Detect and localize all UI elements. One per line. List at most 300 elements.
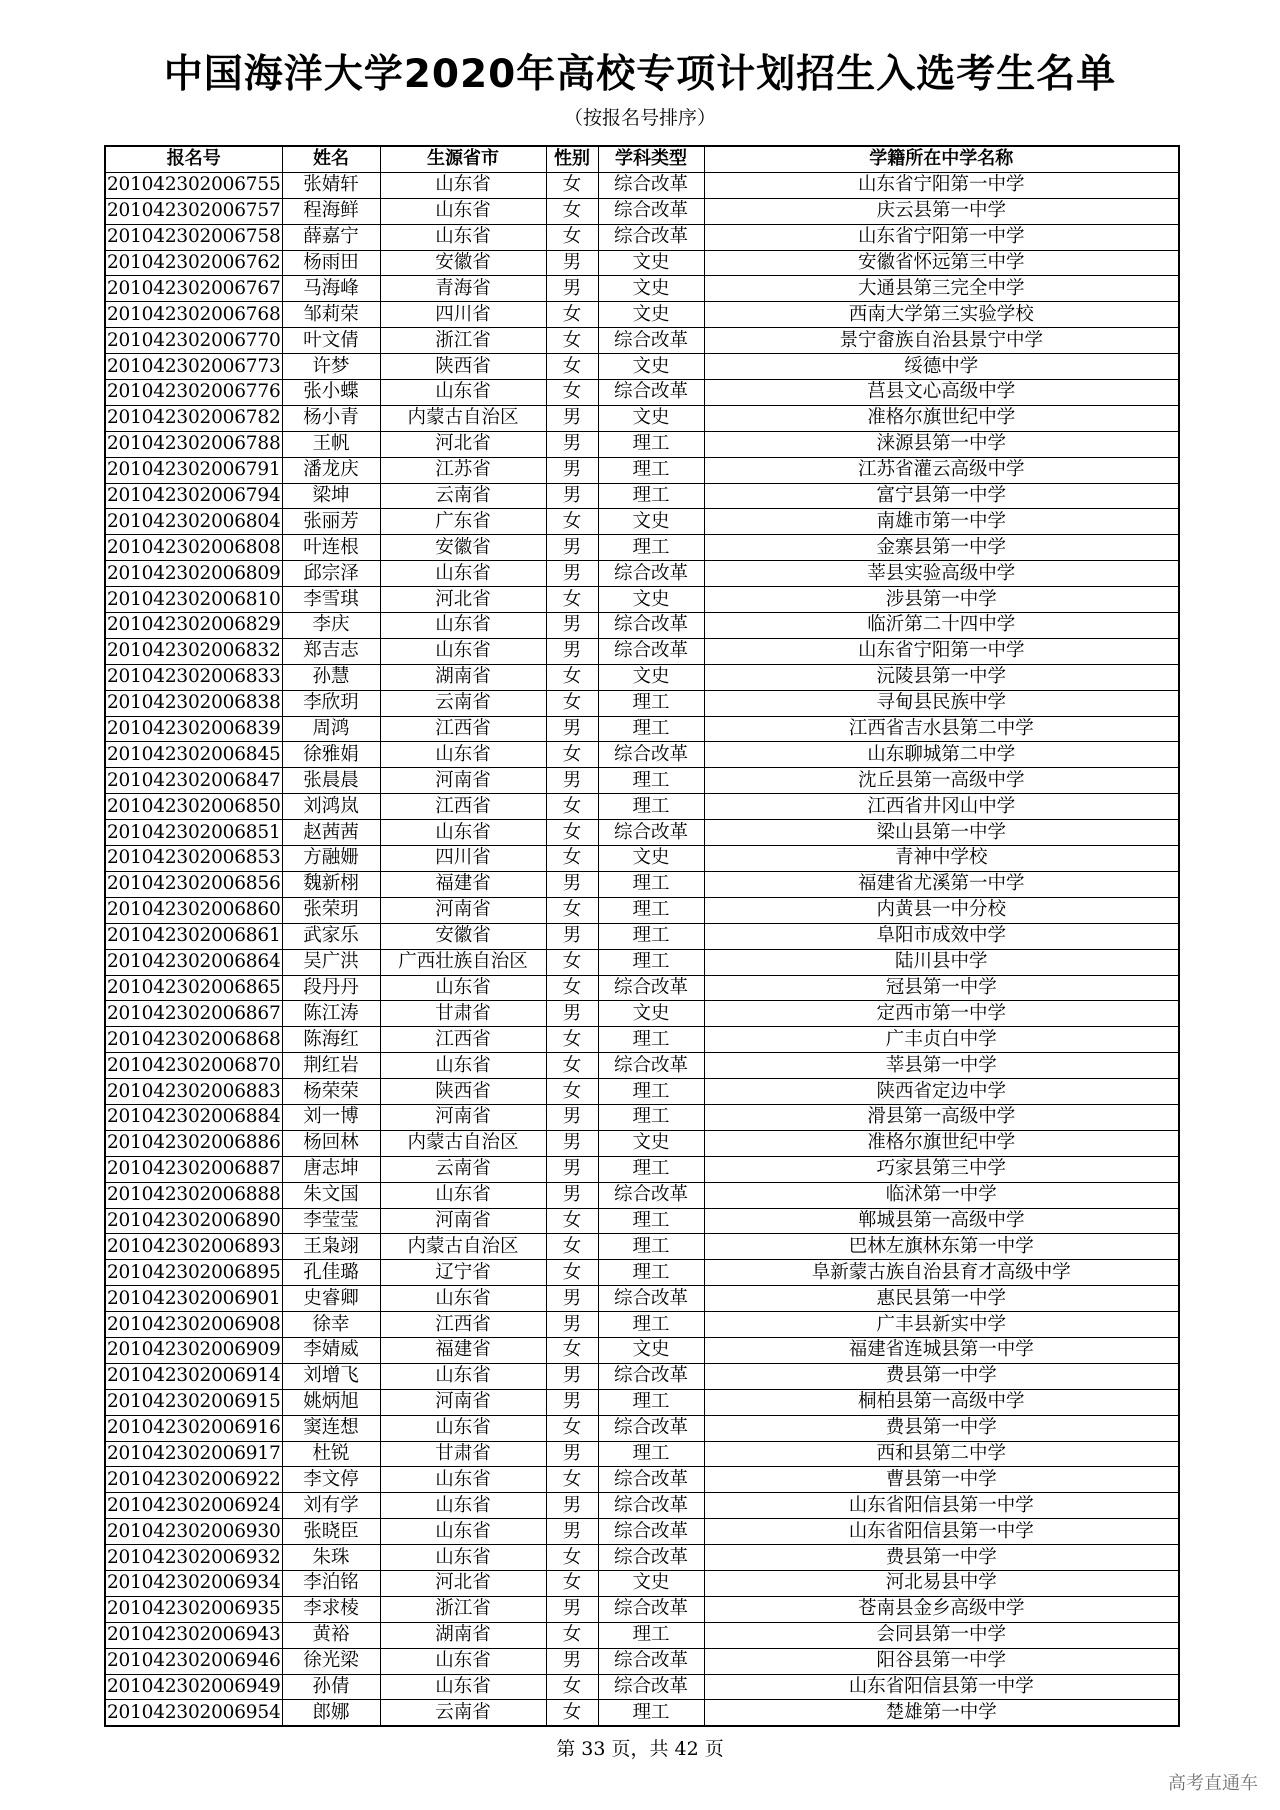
province-cell: 安徽省 (380, 535, 546, 561)
table-row (105, 975, 1179, 1001)
school-cell: 郸城县第一高级中学 (704, 1208, 1179, 1234)
candidate-table (104, 145, 1180, 1727)
registration-number-cell: 201042302006864 (105, 949, 282, 975)
registration-number-cell: 201042302006886 (105, 1130, 282, 1156)
gender-cell: 男 (546, 1286, 598, 1312)
province-cell: 安徽省 (380, 250, 546, 276)
table-row (105, 509, 1179, 535)
subject-type-cell: 理工 (598, 690, 704, 716)
gender-cell: 女 (546, 690, 598, 716)
province-cell: 云南省 (380, 483, 546, 509)
subject-type-cell: 综合改革 (598, 1467, 704, 1493)
province-cell: 山东省 (380, 561, 546, 587)
registration-number-cell: 201042302006914 (105, 1363, 282, 1389)
registration-number-cell: 201042302006884 (105, 1104, 282, 1130)
table-row (105, 794, 1179, 820)
school-cell: 阜新蒙古族自治县育才高级中学 (704, 1260, 1179, 1286)
registration-number-cell: 201042302006943 (105, 1622, 282, 1648)
registration-number-cell: 201042302006853 (105, 846, 282, 872)
name-cell: 徐幸 (282, 1312, 380, 1338)
table-row (105, 1027, 1179, 1053)
subject-type-cell: 理工 (598, 1312, 704, 1338)
province-cell: 河北省 (380, 1570, 546, 1596)
gender-cell: 女 (546, 846, 598, 872)
gender-cell: 女 (546, 328, 598, 354)
province-cell: 河南省 (380, 768, 546, 794)
table-row (105, 768, 1179, 794)
province-cell: 山东省 (380, 1519, 546, 1545)
table-row (105, 1104, 1179, 1130)
table-row (105, 1234, 1179, 1260)
school-cell: 准格尔旗世纪中学 (704, 405, 1179, 431)
school-cell: 滑县第一高级中学 (704, 1104, 1179, 1130)
province-cell: 广东省 (380, 509, 546, 535)
gender-cell: 女 (546, 664, 598, 690)
table-row (105, 846, 1179, 872)
table-row (105, 1570, 1179, 1596)
subject-type-cell: 综合改革 (598, 613, 704, 639)
subject-type-cell: 综合改革 (598, 820, 704, 846)
registration-number-cell: 201042302006768 (105, 302, 282, 328)
registration-number-cell: 201042302006890 (105, 1208, 282, 1234)
table-row (105, 1519, 1179, 1545)
registration-number-cell: 201042302006804 (105, 509, 282, 535)
province-cell: 山东省 (380, 1286, 546, 1312)
gender-cell: 男 (546, 716, 598, 742)
registration-number-cell: 201042302006893 (105, 1234, 282, 1260)
school-cell: 临沂第二十四中学 (704, 613, 1179, 639)
school-cell: 广丰贞白中学 (704, 1027, 1179, 1053)
table-row (105, 224, 1179, 250)
school-cell: 沅陵县第一中学 (704, 664, 1179, 690)
registration-number-cell: 201042302006887 (105, 1156, 282, 1182)
province-cell: 河南省 (380, 1389, 546, 1415)
registration-number-cell: 201042302006838 (105, 690, 282, 716)
subject-type-cell: 综合改革 (598, 1286, 704, 1312)
watermark-text: 高考直通车 (1168, 1773, 1258, 1794)
school-cell: 内黄县一中分校 (704, 897, 1179, 923)
subject-type-cell: 理工 (598, 535, 704, 561)
gender-cell: 男 (546, 1493, 598, 1519)
gender-cell: 女 (546, 897, 598, 923)
subject-type-cell: 文史 (598, 1130, 704, 1156)
gender-cell: 女 (546, 380, 598, 406)
gender-cell: 男 (546, 1156, 598, 1182)
subject-type-cell: 综合改革 (598, 328, 704, 354)
school-cell: 涉县第一中学 (704, 587, 1179, 613)
registration-number-cell: 201042302006829 (105, 613, 282, 639)
school-cell: 金寨县第一中学 (704, 535, 1179, 561)
gender-cell: 男 (546, 1441, 598, 1467)
name-cell: 朱珠 (282, 1545, 380, 1571)
subject-type-cell: 综合改革 (598, 1519, 704, 1545)
subject-type-cell: 理工 (598, 431, 704, 457)
school-cell: 景宁畲族自治县景宁中学 (704, 328, 1179, 354)
gender-cell: 女 (546, 587, 598, 613)
subject-type-cell: 文史 (598, 587, 704, 613)
name-cell: 邹莉荣 (282, 302, 380, 328)
school-cell: 莒县文心高级中学 (704, 380, 1179, 406)
school-cell: 西南大学第三实验学校 (704, 302, 1179, 328)
table-row (105, 1286, 1179, 1312)
table-row (105, 535, 1179, 561)
name-cell: 陈海红 (282, 1027, 380, 1053)
school-cell: 涞源县第一中学 (704, 431, 1179, 457)
province-cell: 山东省 (380, 1648, 546, 1674)
province-cell: 江西省 (380, 794, 546, 820)
table-row (105, 949, 1179, 975)
subject-type-cell: 理工 (598, 1700, 704, 1726)
registration-number-cell: 201042302006847 (105, 768, 282, 794)
gender-cell: 女 (546, 1027, 598, 1053)
gender-cell: 女 (546, 1337, 598, 1363)
gender-cell: 男 (546, 431, 598, 457)
name-cell: 史睿卿 (282, 1286, 380, 1312)
province-cell: 山东省 (380, 1493, 546, 1519)
gender-cell: 女 (546, 1700, 598, 1726)
gender-cell: 男 (546, 276, 598, 302)
school-cell: 会同县第一中学 (704, 1622, 1179, 1648)
school-cell: 莘县第一中学 (704, 1053, 1179, 1079)
province-cell: 江西省 (380, 716, 546, 742)
subject-type-cell: 文史 (598, 354, 704, 380)
province-cell: 山东省 (380, 1363, 546, 1389)
subject-type-cell: 综合改革 (598, 1363, 704, 1389)
gender-cell: 男 (546, 638, 598, 664)
province-cell: 河南省 (380, 1104, 546, 1130)
gender-cell: 女 (546, 1053, 598, 1079)
name-cell: 方融姗 (282, 846, 380, 872)
school-cell: 巴林左旗林东第一中学 (704, 1234, 1179, 1260)
province-cell: 青海省 (380, 276, 546, 302)
name-cell: 李雪琪 (282, 587, 380, 613)
name-cell: 杨小青 (282, 405, 380, 431)
subject-type-cell: 文史 (598, 1001, 704, 1027)
school-cell: 江西省吉水县第二中学 (704, 716, 1179, 742)
school-cell: 山东省宁阳第一中学 (704, 224, 1179, 250)
name-cell: 张晓臣 (282, 1519, 380, 1545)
table-row (105, 302, 1179, 328)
registration-number-cell: 201042302006934 (105, 1570, 282, 1596)
name-cell: 张小蝶 (282, 380, 380, 406)
table-row (105, 1415, 1179, 1441)
province-cell: 安徽省 (380, 923, 546, 949)
school-cell: 巧家县第三中学 (704, 1156, 1179, 1182)
gender-cell: 女 (546, 1467, 598, 1493)
table-row (105, 561, 1179, 587)
gender-cell: 女 (546, 1622, 598, 1648)
name-cell: 窦连想 (282, 1415, 380, 1441)
registration-number-cell: 201042302006757 (105, 198, 282, 224)
gender-cell: 男 (546, 405, 598, 431)
province-cell: 甘肃省 (380, 1001, 546, 1027)
subject-type-cell: 理工 (598, 923, 704, 949)
subject-type-cell: 理工 (598, 794, 704, 820)
name-cell: 孙倩 (282, 1674, 380, 1700)
province-cell: 江西省 (380, 1027, 546, 1053)
registration-number-cell: 201042302006861 (105, 923, 282, 949)
name-cell: 吴广洪 (282, 949, 380, 975)
header-gender: 性别 (546, 146, 598, 172)
province-cell: 山东省 (380, 1415, 546, 1441)
school-cell: 陕西省定边中学 (704, 1079, 1179, 1105)
province-cell: 内蒙古自治区 (380, 1130, 546, 1156)
header-row (105, 146, 1179, 172)
subject-type-cell: 理工 (598, 897, 704, 923)
subject-type-cell: 文史 (598, 405, 704, 431)
province-cell: 福建省 (380, 1337, 546, 1363)
province-cell: 河北省 (380, 587, 546, 613)
table-row (105, 690, 1179, 716)
school-cell: 福建省尤溪第一中学 (704, 871, 1179, 897)
registration-number-cell: 201042302006755 (105, 172, 282, 198)
province-cell: 山东省 (380, 638, 546, 664)
school-cell: 安徽省怀远第三中学 (704, 250, 1179, 276)
name-cell: 杨回林 (282, 1130, 380, 1156)
registration-number-cell: 201042302006865 (105, 975, 282, 1001)
gender-cell: 男 (546, 1104, 598, 1130)
gender-cell: 女 (546, 1260, 598, 1286)
name-cell: 刘鸿岚 (282, 794, 380, 820)
gender-cell: 女 (546, 742, 598, 768)
registration-number-cell: 201042302006767 (105, 276, 282, 302)
subject-type-cell: 理工 (598, 1441, 704, 1467)
subject-type-cell: 综合改革 (598, 1182, 704, 1208)
province-cell: 河南省 (380, 1208, 546, 1234)
table-row (105, 613, 1179, 639)
school-cell: 广丰县新实中学 (704, 1312, 1179, 1338)
province-cell: 浙江省 (380, 1596, 546, 1622)
school-cell: 曹县第一中学 (704, 1467, 1179, 1493)
table-row (105, 923, 1179, 949)
gender-cell: 男 (546, 1519, 598, 1545)
table-row (105, 1260, 1179, 1286)
table-row (105, 1182, 1179, 1208)
table-row (105, 276, 1179, 302)
gender-cell: 男 (546, 1312, 598, 1338)
name-cell: 姚炳旭 (282, 1389, 380, 1415)
name-cell: 陈江涛 (282, 1001, 380, 1027)
school-cell: 江西省井冈山中学 (704, 794, 1179, 820)
province-cell: 辽宁省 (380, 1260, 546, 1286)
registration-number-cell: 201042302006946 (105, 1648, 282, 1674)
name-cell: 李文停 (282, 1467, 380, 1493)
school-cell: 寻甸县民族中学 (704, 690, 1179, 716)
header-subject-type: 学科类型 (598, 146, 704, 172)
province-cell: 广西壮族自治区 (380, 949, 546, 975)
subject-type-cell: 理工 (598, 1027, 704, 1053)
province-cell: 山东省 (380, 613, 546, 639)
name-cell: 程海鲜 (282, 198, 380, 224)
name-cell: 梁坤 (282, 483, 380, 509)
registration-number-cell: 201042302006868 (105, 1027, 282, 1053)
subject-type-cell: 文史 (598, 1570, 704, 1596)
subject-type-cell: 综合改革 (598, 1545, 704, 1571)
province-cell: 山东省 (380, 820, 546, 846)
province-cell: 山东省 (380, 1545, 546, 1571)
gender-cell: 女 (546, 1208, 598, 1234)
name-cell: 黄裕 (282, 1622, 380, 1648)
registration-number-cell: 201042302006850 (105, 794, 282, 820)
name-cell: 张荣玥 (282, 897, 380, 923)
school-cell: 青神中学校 (704, 846, 1179, 872)
subject-type-cell: 理工 (598, 483, 704, 509)
page-subtitle: （按报名号排序） (563, 107, 716, 129)
header-name: 姓名 (282, 146, 380, 172)
name-cell: 孙慧 (282, 664, 380, 690)
school-cell: 梁山县第一中学 (704, 820, 1179, 846)
name-cell: 张晨晨 (282, 768, 380, 794)
school-cell: 富宁县第一中学 (704, 483, 1179, 509)
school-cell: 陆川县中学 (704, 949, 1179, 975)
subject-type-cell: 综合改革 (598, 172, 704, 198)
name-cell: 叶连根 (282, 535, 380, 561)
school-cell: 费县第一中学 (704, 1363, 1179, 1389)
table-row (105, 380, 1179, 406)
name-cell: 李求棱 (282, 1596, 380, 1622)
registration-number-cell: 201042302006916 (105, 1415, 282, 1441)
name-cell: 赵茜茜 (282, 820, 380, 846)
province-cell: 陕西省 (380, 354, 546, 380)
subject-type-cell: 理工 (598, 1208, 704, 1234)
registration-number-cell: 201042302006895 (105, 1260, 282, 1286)
subject-type-cell: 综合改革 (598, 975, 704, 1001)
gender-cell: 女 (546, 820, 598, 846)
name-cell: 杨雨田 (282, 250, 380, 276)
table-row (105, 664, 1179, 690)
name-cell: 刘一博 (282, 1104, 380, 1130)
name-cell: 段丹丹 (282, 975, 380, 1001)
school-cell: 山东省阳信县第一中学 (704, 1674, 1179, 1700)
name-cell: 武家乐 (282, 923, 380, 949)
gender-cell: 女 (546, 172, 598, 198)
school-cell: 河北易县中学 (704, 1570, 1179, 1596)
table-body (105, 172, 1179, 1726)
school-cell: 大通县第三完全中学 (704, 276, 1179, 302)
province-cell: 云南省 (380, 1700, 546, 1726)
province-cell: 云南省 (380, 690, 546, 716)
school-cell: 庆云县第一中学 (704, 198, 1179, 224)
gender-cell: 女 (546, 302, 598, 328)
subject-type-cell: 理工 (598, 768, 704, 794)
school-cell: 山东省宁阳第一中学 (704, 638, 1179, 664)
province-cell: 四川省 (380, 302, 546, 328)
table-row (105, 742, 1179, 768)
subject-type-cell: 理工 (598, 1234, 704, 1260)
province-cell: 福建省 (380, 871, 546, 897)
province-cell: 陕西省 (380, 1079, 546, 1105)
school-cell: 山东省阳信县第一中学 (704, 1493, 1179, 1519)
province-cell: 山东省 (380, 198, 546, 224)
registration-number-cell: 201042302006782 (105, 405, 282, 431)
table-row (105, 1208, 1179, 1234)
registration-number-cell: 201042302006839 (105, 716, 282, 742)
subject-type-cell: 理工 (598, 871, 704, 897)
province-cell: 河北省 (380, 431, 546, 457)
school-cell: 准格尔旗世纪中学 (704, 1130, 1179, 1156)
table-row (105, 1674, 1179, 1700)
gender-cell: 男 (546, 923, 598, 949)
gender-cell: 男 (546, 535, 598, 561)
subject-type-cell: 综合改革 (598, 1053, 704, 1079)
name-cell: 叶文倩 (282, 328, 380, 354)
registration-number-cell: 201042302006770 (105, 328, 282, 354)
page-footer: 第 33 页，共 42 页 (556, 1738, 724, 1760)
gender-cell: 女 (546, 1570, 598, 1596)
subject-type-cell: 理工 (598, 1104, 704, 1130)
province-cell: 山东省 (380, 1674, 546, 1700)
table-row (105, 1622, 1179, 1648)
name-cell: 李泊铭 (282, 1570, 380, 1596)
registration-number-cell: 201042302006930 (105, 1519, 282, 1545)
name-cell: 李婧威 (282, 1337, 380, 1363)
table-header (105, 146, 1179, 172)
school-cell: 山东省阳信县第一中学 (704, 1519, 1179, 1545)
registration-number-cell: 201042302006917 (105, 1441, 282, 1467)
gender-cell: 女 (546, 224, 598, 250)
registration-number-cell: 201042302006773 (105, 354, 282, 380)
name-cell: 杨荣荣 (282, 1079, 380, 1105)
table-row (105, 1156, 1179, 1182)
table-row (105, 1053, 1179, 1079)
table-row (105, 1700, 1179, 1726)
school-cell: 冠县第一中学 (704, 975, 1179, 1001)
registration-number-cell: 201042302006762 (105, 250, 282, 276)
school-cell: 福建省连城县第一中学 (704, 1337, 1179, 1363)
subject-type-cell: 理工 (598, 1389, 704, 1415)
school-cell: 惠民县第一中学 (704, 1286, 1179, 1312)
registration-number-cell: 201042302006915 (105, 1389, 282, 1415)
registration-number-cell: 201042302006860 (105, 897, 282, 923)
subject-type-cell: 理工 (598, 716, 704, 742)
registration-number-cell: 201042302006867 (105, 1001, 282, 1027)
registration-number-cell: 201042302006908 (105, 1312, 282, 1338)
subject-type-cell: 理工 (598, 457, 704, 483)
registration-number-cell: 201042302006791 (105, 457, 282, 483)
gender-cell: 男 (546, 1182, 598, 1208)
table-row (105, 1441, 1179, 1467)
school-cell: 楚雄第一中学 (704, 1700, 1179, 1726)
name-cell: 许梦 (282, 354, 380, 380)
registration-number-cell: 201042302006935 (105, 1596, 282, 1622)
table-row (105, 1545, 1179, 1571)
school-cell: 山东聊城第二中学 (704, 742, 1179, 768)
gender-cell: 男 (546, 1389, 598, 1415)
subject-type-cell: 综合改革 (598, 638, 704, 664)
registration-number-cell: 201042302006808 (105, 535, 282, 561)
subject-type-cell: 文史 (598, 250, 704, 276)
gender-cell: 女 (546, 509, 598, 535)
name-cell: 李欣玥 (282, 690, 380, 716)
province-cell: 江西省 (380, 1312, 546, 1338)
gender-cell: 女 (546, 794, 598, 820)
subject-type-cell: 文史 (598, 1337, 704, 1363)
registration-number-cell: 201042302006794 (105, 483, 282, 509)
name-cell: 张婧轩 (282, 172, 380, 198)
school-cell: 桐柏县第一高级中学 (704, 1389, 1179, 1415)
subject-type-cell: 综合改革 (598, 1648, 704, 1674)
subject-type-cell: 综合改革 (598, 380, 704, 406)
subject-type-cell: 理工 (598, 1156, 704, 1182)
province-cell: 山东省 (380, 1182, 546, 1208)
registration-number-cell: 201042302006833 (105, 664, 282, 690)
province-cell: 云南省 (380, 1156, 546, 1182)
school-cell: 江苏省灌云高级中学 (704, 457, 1179, 483)
school-cell: 临沭第一中学 (704, 1182, 1179, 1208)
name-cell: 荆红岩 (282, 1053, 380, 1079)
school-cell: 阳谷县第一中学 (704, 1648, 1179, 1674)
subject-type-cell: 理工 (598, 1079, 704, 1105)
